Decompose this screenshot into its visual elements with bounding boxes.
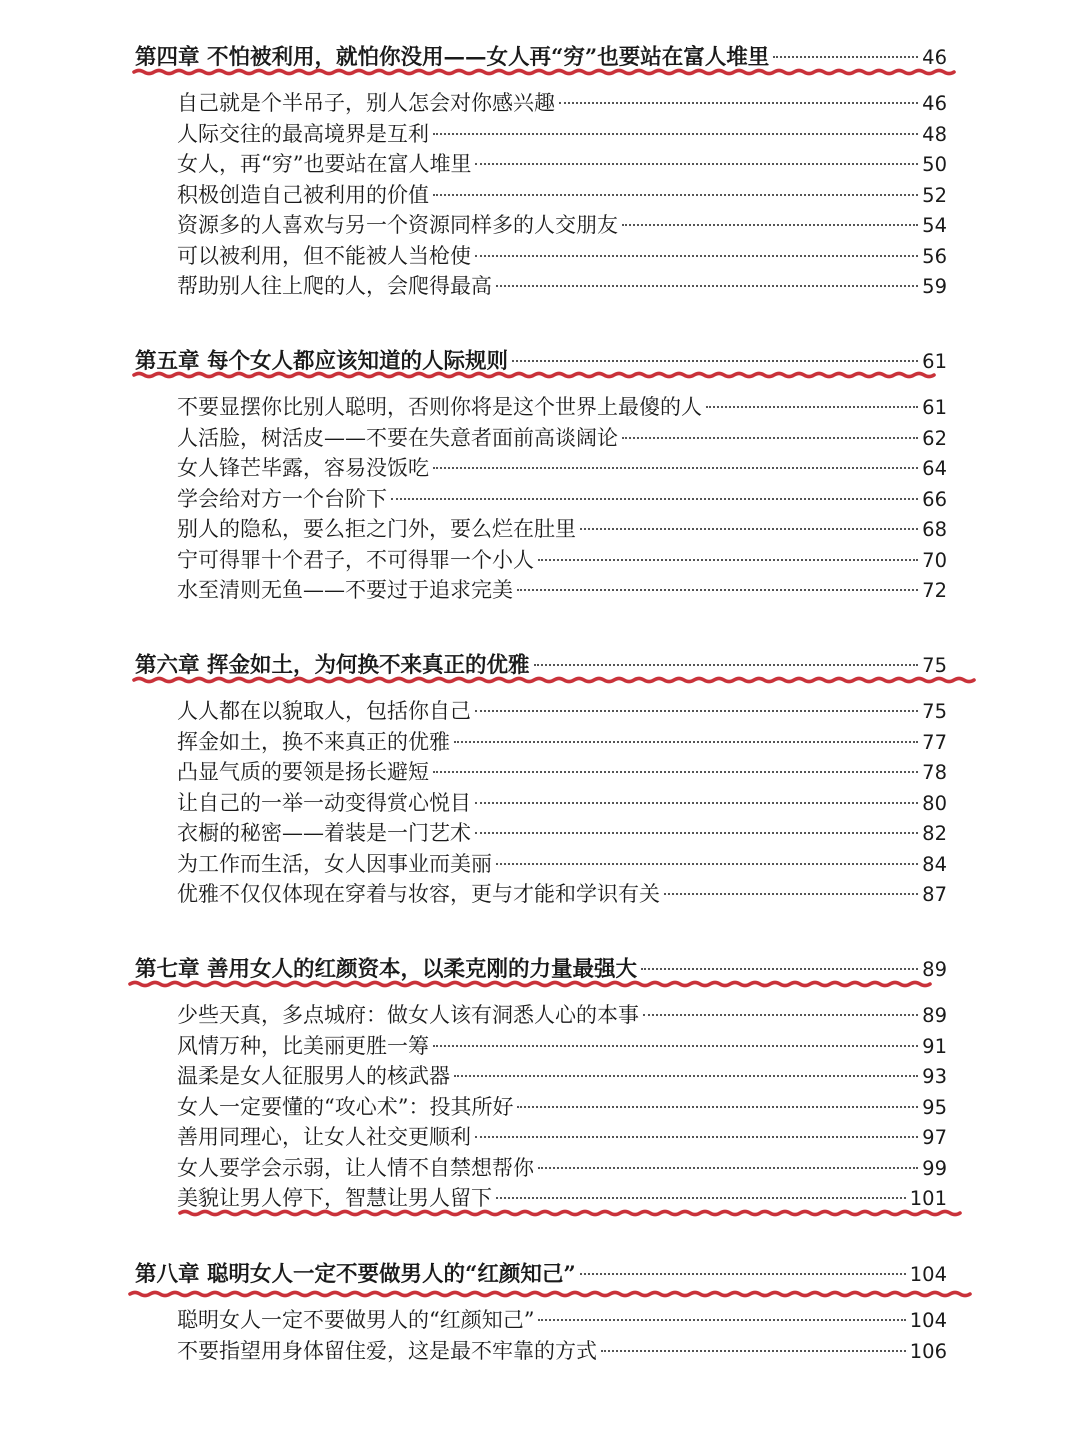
toc-entry-title: 资源多的人喜欢与另一个资源同样多的人交朋友 <box>177 213 618 237</box>
page-number: 87 <box>922 883 947 906</box>
dot-leader <box>664 893 918 895</box>
toc-entry-title: 不要显摆你比别人聪明，否则你将是这个世界上最傻的人 <box>177 395 702 419</box>
toc-entry <box>177 1152 947 1184</box>
page-number: 46 <box>922 46 947 69</box>
toc-entry <box>177 848 947 880</box>
page-number: 89 <box>922 1004 947 1027</box>
page-number: 77 <box>922 731 947 754</box>
toc-entry-title: 为工作而生活，女人因事业而美丽 <box>177 852 492 876</box>
toc-entry <box>177 1304 947 1336</box>
toc-entry-title: 温柔是女人征服男人的核武器 <box>177 1064 450 1088</box>
page-number: 75 <box>922 654 947 677</box>
red-wavy-underline <box>128 977 918 991</box>
page-number: 95 <box>922 1096 947 1119</box>
toc-entry-title: 积极创造自己被利用的价值 <box>177 183 429 207</box>
chapter-heading-title: 第六章 挥金如土，为何换不来真正的优雅 <box>135 653 530 678</box>
page-number: 89 <box>922 958 947 981</box>
red-wavy-underline <box>128 1287 958 1301</box>
dot-leader <box>475 163 918 165</box>
toc-entry-title: 人际交往的最高境界是互利 <box>177 122 429 146</box>
dot-leader <box>580 1273 906 1275</box>
toc-entry-title: 女人锋芒毕露，容易没饭吃 <box>177 456 429 480</box>
page-number: 70 <box>922 549 947 572</box>
toc-entry <box>177 179 947 211</box>
toc-entry <box>177 1091 947 1123</box>
page-number: 48 <box>922 123 947 146</box>
toc-entry-title: 宁可得罪十个君子，不可得罪一个小人 <box>177 548 534 572</box>
toc-entry <box>177 1121 947 1153</box>
dot-leader <box>706 406 918 408</box>
red-wavy-underline <box>132 368 917 382</box>
page-number: 78 <box>922 761 947 784</box>
red-wavy-underline <box>132 673 962 687</box>
toc-entry <box>177 878 947 910</box>
toc-entry <box>177 574 947 606</box>
chapter-heading-title: 第四章 不怕被利用，就怕你没用——女人再“穷”也要站在富人堆里 <box>135 45 770 70</box>
chapter-heading-title: 第五章 每个女人都应该知道的人际规则 <box>135 349 508 374</box>
page-number: 101 <box>909 1187 947 1210</box>
toc-entry <box>177 148 947 180</box>
toc-entry-title: 别人的隐私，要么拒之门外，要么烂在肚里 <box>177 517 576 541</box>
toc-entry-title: 女人，再“穷”也要站在富人堆里 <box>177 152 472 176</box>
page-number: 46 <box>922 92 947 115</box>
toc-entry-title: 学会给对方一个台阶下 <box>177 487 387 511</box>
toc-entry <box>177 87 947 119</box>
dot-leader <box>641 968 918 970</box>
dot-leader <box>433 133 918 135</box>
dot-leader <box>454 1075 918 1077</box>
dot-leader <box>475 802 918 804</box>
toc-entry-title: 可以被利用，但不能被人当枪使 <box>177 244 471 268</box>
toc-entry <box>177 270 947 302</box>
page-number: 104 <box>909 1309 947 1332</box>
dot-leader <box>534 664 919 666</box>
dot-leader <box>580 528 918 530</box>
toc-entry-title: 凸显气质的要领是扬长避短 <box>177 760 429 784</box>
page-number: 68 <box>922 518 947 541</box>
toc-entry-title: 人人都在以貌取人，包括你自己 <box>177 699 471 723</box>
red-wavy-underline <box>132 65 952 79</box>
page-number: 82 <box>922 822 947 845</box>
chapter-heading-title: 第八章 聪明女人一定不要做男人的“红颜知己” <box>135 1262 576 1287</box>
dot-leader <box>538 559 918 561</box>
page-number: 99 <box>922 1157 947 1180</box>
toc-entry <box>177 1060 947 1092</box>
page-number: 84 <box>922 853 947 876</box>
toc-entry <box>177 999 947 1031</box>
toc-entry <box>177 483 947 515</box>
page-number: 80 <box>922 792 947 815</box>
toc-entry-title: 衣橱的秘密——着装是一门艺术 <box>177 821 471 845</box>
toc-entry-title: 美貌让男人停下，智慧让男人留下 <box>177 1186 492 1210</box>
dot-leader <box>601 1350 906 1352</box>
toc-entry <box>177 817 947 849</box>
dot-leader <box>433 1045 918 1047</box>
page-number: 72 <box>922 579 947 602</box>
page-number: 52 <box>922 184 947 207</box>
dot-leader <box>475 832 918 834</box>
toc-entry <box>177 787 947 819</box>
toc-entry <box>177 209 947 241</box>
toc-entry <box>177 544 947 576</box>
dot-leader <box>433 467 918 469</box>
chapter-heading-title: 第七章 善用女人的红颜资本，以柔克刚的力量最强大 <box>135 957 637 982</box>
page-number: 91 <box>922 1035 947 1058</box>
toc-entry-title: 水至清则无鱼——不要过于追求完美 <box>177 578 513 602</box>
dot-leader <box>643 1014 918 1016</box>
dot-leader <box>538 1167 918 1169</box>
toc-entry <box>177 756 947 788</box>
page-number: 104 <box>909 1263 947 1286</box>
dot-leader <box>496 863 918 865</box>
toc-entry <box>177 726 947 758</box>
dot-leader <box>773 56 918 58</box>
page-number: 59 <box>922 275 947 298</box>
page-number: 64 <box>922 457 947 480</box>
dot-leader <box>622 437 918 439</box>
toc-entry-title: 优雅不仅仅体现在穿着与妆容，更与才能和学识有关 <box>177 882 660 906</box>
page-number: 56 <box>922 245 947 268</box>
dot-leader <box>559 102 918 104</box>
toc-entry <box>177 513 947 545</box>
dot-leader <box>496 1197 906 1199</box>
page-number: 61 <box>922 350 947 373</box>
toc-entry-title: 女人要学会示弱，让人情不自禁想帮你 <box>177 1156 534 1180</box>
toc-entry <box>177 118 947 150</box>
toc-entry-title: 挥金如土，换不来真正的优雅 <box>177 730 450 754</box>
dot-leader <box>496 285 918 287</box>
dot-leader <box>475 255 918 257</box>
page-number: 97 <box>922 1126 947 1149</box>
dot-leader <box>517 1106 918 1108</box>
toc-entry <box>177 422 947 454</box>
toc-entry-title: 少些天真，多点城府：做女人该有洞悉人心的本事 <box>177 1003 639 1027</box>
toc-entry <box>177 391 947 423</box>
dot-leader <box>454 741 918 743</box>
page-number: 75 <box>922 700 947 723</box>
dot-leader <box>475 1136 918 1138</box>
page-number: 54 <box>922 214 947 237</box>
toc-entry-title: 女人一定要懂的“攻心术”：投其所好 <box>177 1095 514 1119</box>
dot-leader <box>622 224 918 226</box>
toc-entry <box>177 695 947 727</box>
toc-entry-title: 不要指望用身体留住爱，这是最不牢靠的方式 <box>177 1339 597 1363</box>
dot-leader <box>391 498 918 500</box>
toc-entry-title: 让自己的一举一动变得赏心悦目 <box>177 791 471 815</box>
toc-entry <box>177 1335 947 1367</box>
toc-entry <box>177 1030 947 1062</box>
red-wavy-underline <box>178 1206 948 1220</box>
page-number: 50 <box>922 153 947 176</box>
page-number: 66 <box>922 488 947 511</box>
dot-leader <box>512 360 918 362</box>
toc-entry-title: 自己就是个半吊子，别人怎会对你感兴趣 <box>177 91 555 115</box>
toc-entry <box>177 452 947 484</box>
toc-entry-title: 人活脸，树活皮——不要在失意者面前高谈阔论 <box>177 426 618 450</box>
page-number: 93 <box>922 1065 947 1088</box>
page-number: 106 <box>909 1340 947 1363</box>
toc-entry-title: 善用同理心，让女人社交更顺利 <box>177 1125 471 1149</box>
dot-leader <box>475 710 918 712</box>
page-number: 61 <box>922 396 947 419</box>
dot-leader <box>517 589 918 591</box>
toc-entry-title: 风情万种，比美丽更胜一筹 <box>177 1034 429 1058</box>
toc-entry-title: 帮助别人往上爬的人，会爬得最高 <box>177 274 492 298</box>
dot-leader <box>538 1319 905 1321</box>
toc-entry-title: 聪明女人一定不要做男人的“红颜知己” <box>177 1308 535 1332</box>
dot-leader <box>433 771 918 773</box>
toc-entry <box>177 240 947 272</box>
page-number: 62 <box>922 427 947 450</box>
dot-leader <box>433 194 918 196</box>
